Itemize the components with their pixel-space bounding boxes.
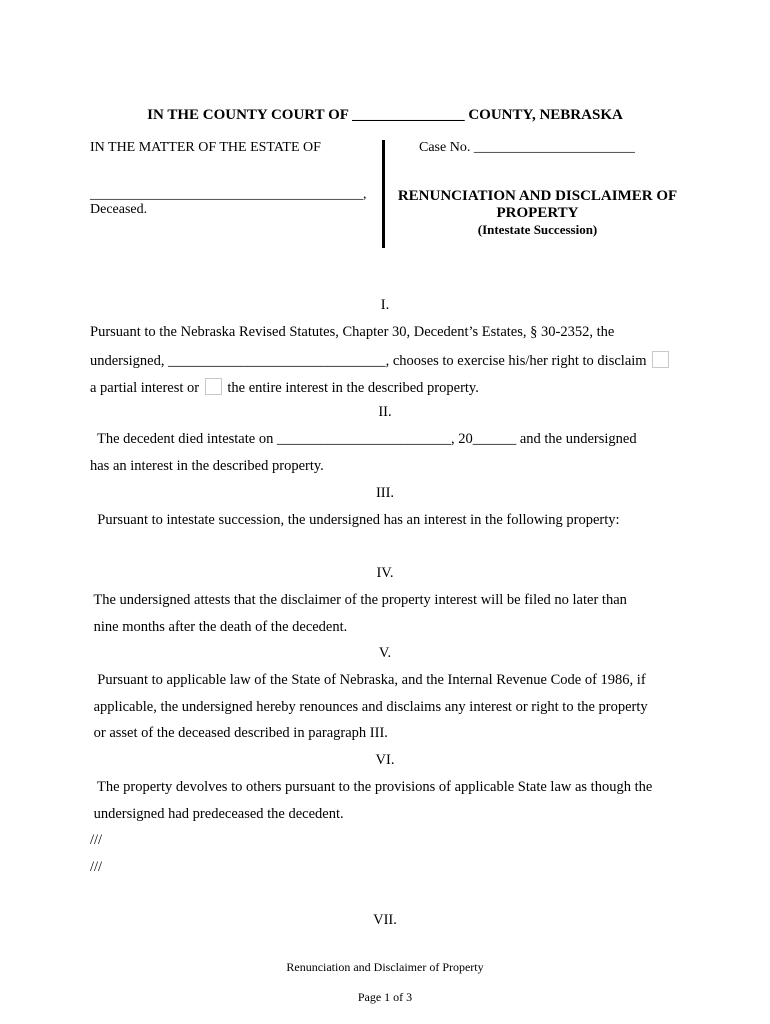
section-5-line-1: Pursuant to applicable law of the State of Nebraska, and the Internal Revenue Code of 1986, if xyxy=(90,672,646,688)
document-subtitle: (Intestate Succession) xyxy=(477,222,598,237)
continuation-slashes-2: /// xyxy=(90,859,103,875)
section-1-line-2-text: undersigned, ______________________________, chooses to exercise his/her right to disclaim xyxy=(90,353,647,369)
section-heading-2: II. xyxy=(378,404,392,420)
section-1-line-2 xyxy=(90,351,671,370)
footer-page-number: Page 1 of 3 xyxy=(357,990,413,1004)
section-heading-1: I. xyxy=(380,297,390,313)
document-title: RENUNCIATION AND DISCLAIMER OF PROPERTY xyxy=(397,188,678,221)
section-2-line-2: has an interest in the described property. xyxy=(90,458,324,474)
section-2-line-1: The decedent died intestate on ________________________, 20______ and the undersigned xyxy=(90,431,637,447)
section-heading-6: VI. xyxy=(375,752,395,768)
estate-matter-label: IN THE MATTER OF THE ESTATE OF xyxy=(90,140,321,155)
footer-document-name: Renunciation and Disclaimer of Property xyxy=(286,960,484,974)
section-heading-3: III. xyxy=(375,485,395,501)
decedent-name-line: _______________________________________, xyxy=(90,187,367,202)
section-3-line-1: Pursuant to intestate succession, the undersigned has an interest in the following property: xyxy=(90,512,620,528)
section-5-line-3: or asset of the deceased described in paragraph III. xyxy=(90,725,388,741)
caption-divider xyxy=(382,140,385,248)
section-1-line-1: Pursuant to the Nebraska Revised Statutes, Chapter 30, Decedent’s Estates, § 30-2352, the xyxy=(90,324,615,340)
disclaim-checkbox[interactable] xyxy=(652,351,669,368)
entire-interest-checkbox[interactable] xyxy=(205,378,222,395)
entire-interest-label: the entire interest in the described property. xyxy=(227,380,479,396)
continuation-slashes-1: /// xyxy=(90,832,103,848)
section-6-line-2: undersigned had predeceased the decedent. xyxy=(90,806,344,822)
section-4-line-1: The undersigned attests that the disclaimer of the property interest will be filed no later than xyxy=(90,592,627,608)
case-number: Case No. _______________________ xyxy=(419,140,635,155)
section-heading-7: VII. xyxy=(373,912,397,928)
section-heading-5: V. xyxy=(378,645,392,661)
section-heading-4: IV. xyxy=(376,565,394,581)
deceased-label: Deceased. xyxy=(90,202,148,217)
section-6-line-1: The property devolves to others pursuant to the provisions of applicable State law as though the xyxy=(90,779,653,795)
section-5-line-2: applicable, the undersigned hereby renounces and disclaims any interest or right to the property xyxy=(90,699,648,715)
section-4-line-2: nine months after the death of the decedent. xyxy=(90,619,348,635)
section-1-line-3 xyxy=(90,378,479,397)
court-title: IN THE COUNTY COURT OF _______________ COUNTY, NEBRASKA xyxy=(147,107,623,123)
partial-interest-label: a partial interest or xyxy=(90,380,200,396)
